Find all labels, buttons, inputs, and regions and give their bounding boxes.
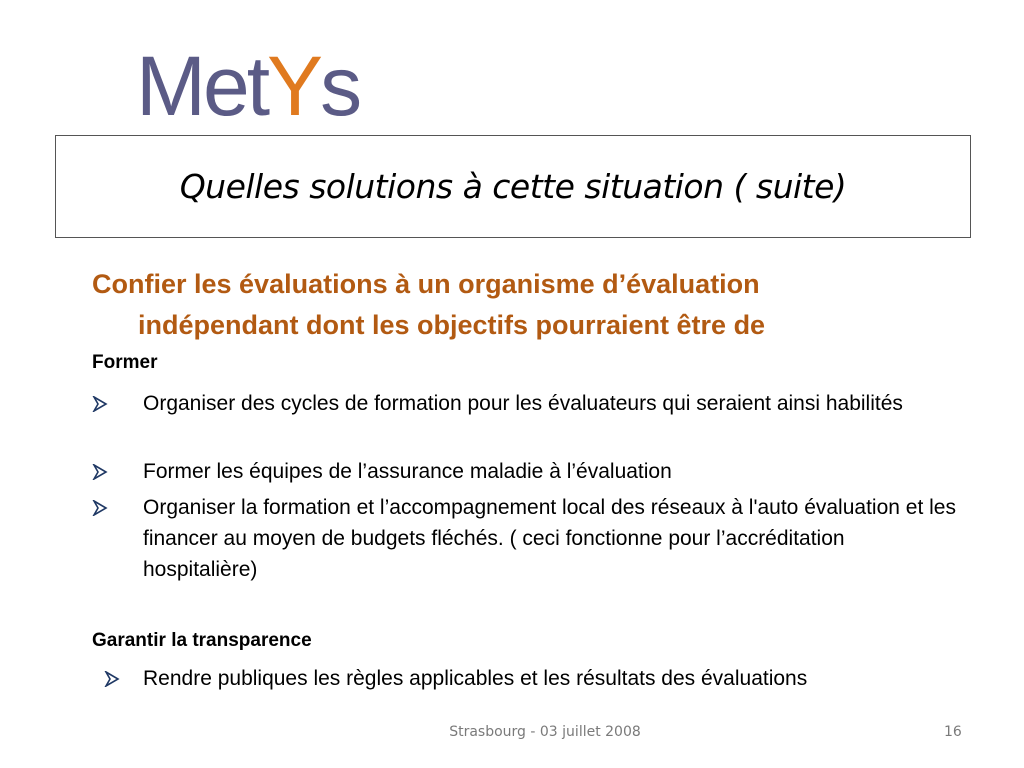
logo-text-y: Y (267, 39, 321, 133)
page-number: 16 (944, 724, 962, 740)
title-box (55, 135, 971, 238)
slide-title: Quelles solutions à cette situation ( suite) (179, 167, 847, 206)
bullet-item (92, 492, 962, 585)
bullet-item (92, 388, 962, 419)
bullet-text: Organiser des cycles de formation pour les évaluateurs qui seraient ainsi habilités (143, 392, 903, 415)
logo-text-met: Met (136, 39, 268, 133)
footer-date-location: Strasbourg - 03 juillet 2008 (449, 724, 641, 740)
bullet-text: Former les équipes de l’assurance maladie à l’évaluation (143, 460, 672, 483)
arrow-bullet-icon (104, 663, 128, 694)
arrow-bullet-icon (92, 388, 116, 419)
arrow-bullet-icon (92, 492, 116, 523)
heading-line-1: Confier les évaluations à un organisme d’évaluation (92, 269, 760, 299)
bullet-text: Organiser la formation et l’accompagnement local des réseaux à l'auto évaluation et les financer au moyen de budgets fléchés. ( ceci fonctionne pour l’accréditation hospitalière) (143, 496, 956, 581)
bullet-item (92, 456, 962, 487)
main-heading (92, 264, 962, 346)
heading-line-2: indépendant dont les objectifs pourraient être de (138, 310, 766, 340)
arrow-bullet-icon (92, 456, 116, 487)
metys-logo (136, 38, 360, 133)
section-label-transparence: Garantir la transparence (92, 630, 312, 651)
bullet-item (104, 663, 964, 694)
logo-text-s: s (320, 39, 360, 133)
bullet-text: Rendre publiques les règles applicables et les résultats des évaluations (143, 667, 808, 690)
section-label-former: Former (92, 352, 158, 373)
